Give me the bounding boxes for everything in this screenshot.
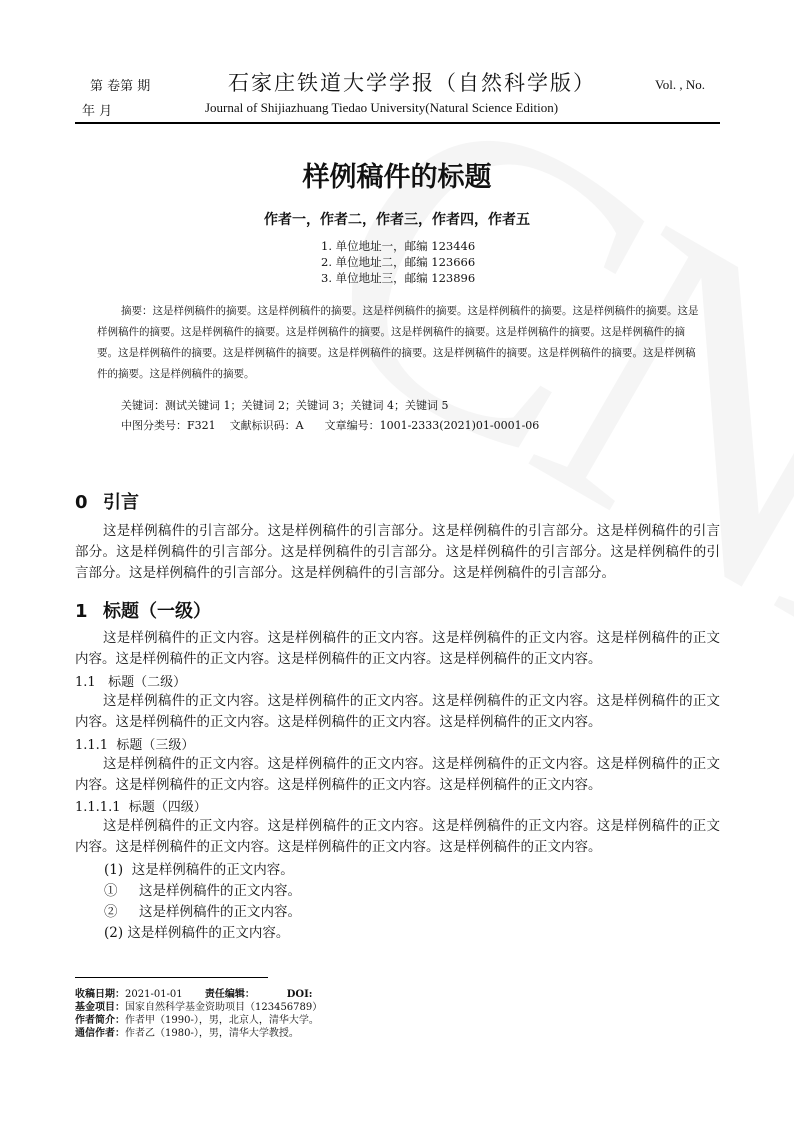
journal-title-en: Journal of Shijiazhuang Tiedao University(Natural Science Edition) (205, 100, 559, 115)
section-1-1-1-1-heading: 1.1.1.1 标题（四级） (75, 800, 207, 815)
list-marker: ② (104, 904, 118, 920)
section-1-heading (75, 597, 211, 623)
footnote-corresponding (75, 1024, 299, 1039)
section-0-number: 0 (75, 492, 88, 513)
list-item (104, 879, 301, 899)
list-text: 这是样例稿件的正文内容。 (127, 925, 290, 941)
doi-label: DOI: (286, 989, 313, 1000)
doc-code-label: 文献标识码： (229, 419, 296, 432)
paper-title: 样例稿件的标题 (302, 162, 492, 193)
clc-label: 中图分类号： (121, 419, 187, 432)
volume-issue-en: Vol. , No. (655, 77, 705, 92)
section-1-1-1-1-text: 这是样例稿件的正文内容。这是样例稿件的正文内容。这是样例稿件的正文内容。这是样例稿件的正文内容。这是样例稿件的正文内容。这是样例稿件的正文内容。这是样例稿件的正文内容。 (75, 818, 720, 855)
section-0-title: 引言 (103, 492, 139, 513)
list-text: 这是样例稿件的正文内容。 (131, 862, 294, 878)
section-1-1-1-text: 这是样例稿件的正文内容。这是样例稿件的正文内容。这是样例稿件的正文内容。这是样例稿件的正文内容。这是样例稿件的正文内容。这是样例稿件的正文内容。这是样例稿件的正文内容。 (75, 756, 720, 793)
fund-label: 基金项目： (75, 1002, 125, 1013)
section-1-title: 标题（一级） (103, 601, 211, 622)
journal-title-cn: 石家庄铁道大学学报（自然科学版） (228, 71, 596, 95)
editor-label: 责任编辑： (204, 989, 255, 1000)
article-no-label: 文章编号： (324, 419, 380, 432)
list-marker: ① (104, 883, 118, 899)
section-1-1-1-heading: 1.1.1 标题（三级） (75, 738, 195, 753)
year-month-cn: 年 月 (82, 104, 113, 119)
abstract (97, 301, 702, 385)
list-item (104, 921, 289, 941)
corresponding-value: 作者乙（1980-），男，清华大学教授。 (125, 1028, 299, 1039)
fund-value: 国家自然科学基金资助项目（123456789） (125, 1002, 323, 1013)
clc-value: F321 (187, 419, 216, 432)
classification-line (121, 417, 539, 433)
list-marker: (2) (104, 925, 124, 941)
list-item (104, 858, 294, 878)
author-list: 作者一，作者二，作者三，作者四，作者五 (264, 212, 530, 228)
list-marker: (1) (104, 862, 124, 878)
list-text: 这是样例稿件的正文内容。 (138, 883, 301, 899)
bio-value: 作者甲（1990-），男，北京人，清华大学。 (125, 1015, 319, 1026)
keywords-label: 关键词： (121, 399, 165, 412)
abstract-label: 摘要： (121, 305, 153, 317)
abstract-text: 这是样例稿件的摘要。这是样例稿件的摘要。这是样例稿件的摘要。这是样例稿件的摘要。这是样例稿件的摘要。这是样例稿件的摘要。这是样例稿件的摘要。这是样例稿件的摘要。这是样例稿件的摘要。这是样例稿件的摘要。这是样例稿件的摘要。这是样例稿件的摘要。这是样例稿件的摘要。这是样例稿件的摘要。这是样例稿件的摘要。这是样例稿件的摘要。这是样例稿件的摘要。这是样例稿件的摘要。 (97, 305, 699, 380)
volume-issue-cn: 第 卷第 期 (90, 79, 151, 94)
bio-label: 作者简介： (75, 1015, 125, 1026)
section-1-text: 这是样例稿件的正文内容。这是样例稿件的正文内容。这是样例稿件的正文内容。这是样例稿件的正文内容。这是样例稿件的正文内容。这是样例稿件的正文内容。这是样例稿件的正文内容。 (75, 630, 720, 667)
keywords (121, 397, 448, 413)
affiliation-2: 2. 单位地址二，邮编 123666 (321, 255, 476, 269)
corresponding-label: 通信作者： (75, 1028, 125, 1039)
list-item (104, 900, 301, 920)
affiliation-1: 1. 单位地址一，邮编 123446 (321, 239, 476, 253)
section-0-heading (75, 488, 139, 514)
section-0-text: 这是样例稿件的引言部分。这是样例稿件的引言部分。这是样例稿件的引言部分。这是样例稿件的引言部分。这是样例稿件的引言部分。这是样例稿件的引言部分。这是样例稿件的引言部分。这是样例稿件的引言部分。这是样例稿件的引言部分。这是样例稿件的引言部分。这是样例稿件的引言部分。 (75, 523, 720, 581)
received-value: 2021-01-01 (125, 989, 183, 1000)
header-rule (75, 122, 720, 124)
list-text: 这是样例稿件的正文内容。 (138, 904, 301, 920)
article-no-value: 1001-2333(2021)01-0001-06 (379, 419, 540, 432)
footnote-rule (75, 977, 268, 978)
doc-code-value: A (295, 419, 304, 432)
section-1-1-text: 这是样例稿件的正文内容。这是样例稿件的正文内容。这是样例稿件的正文内容。这是样例稿件的正文内容。这是样例稿件的正文内容。这是样例稿件的正文内容。这是样例稿件的正文内容。 (75, 693, 720, 730)
keywords-text: 测试关键词 1；关键词 2；关键词 3；关键词 4；关键词 5 (165, 399, 449, 412)
affiliation-3: 3. 单位地址三，邮编 123896 (321, 271, 476, 285)
section-1-number: 1 (75, 601, 88, 622)
section-1-1-heading: 1.1 标题（二级） (75, 675, 187, 690)
received-label: 收稿日期： (75, 989, 125, 1000)
